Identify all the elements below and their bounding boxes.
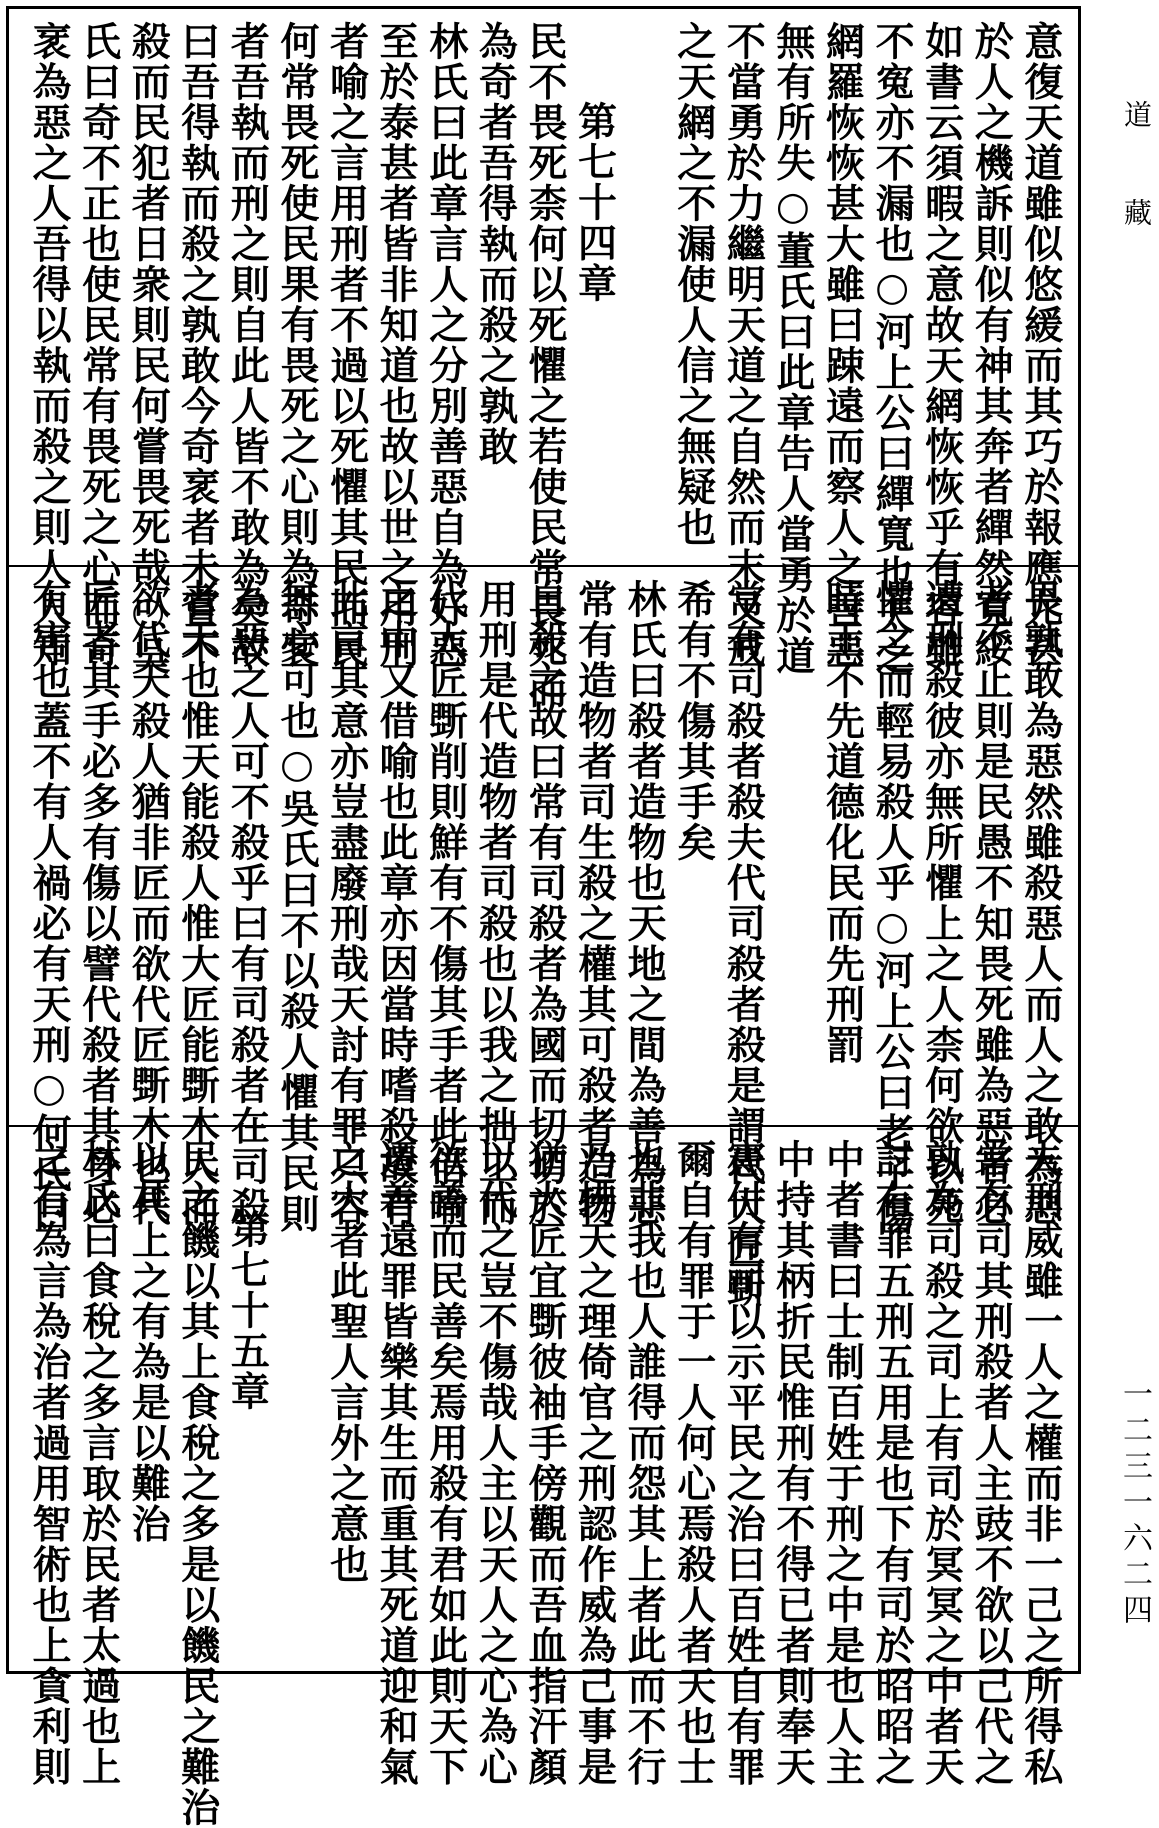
text-column: 無心可也○吳氏曰不以殺人懼其民則 (273, 579, 320, 1234)
text-panel-upper (9, 9, 1078, 710)
text-column: 有害也蓋不有人禍必有天刑○何氏曰 (26, 579, 72, 1234)
text-column: 殺而民犯者日衆則民何嘗畏死哉○吳 (125, 21, 172, 676)
text-column: 以其上之有為是以難治 (125, 1139, 172, 1544)
text-column: 曰吾得執而殺之孰敢今奇衺者未嘗不 (174, 21, 221, 669)
collection-title: 道藏 (1120, 100, 1153, 296)
text-column: 如書云須暇之意故天網恢恢乎有容雖 (918, 21, 965, 669)
text-column: 者不止則是民愚不知畏死雖為惡者必 (968, 579, 1015, 1227)
text-column: 民不畏死柰何以死懼之若使民常畏死而 (521, 21, 568, 710)
text-column: 為奇者吾得執而殺之孰敢 (472, 21, 519, 467)
text-column: 之大者此聖人言外之意也 (323, 1139, 370, 1585)
text-column: 用刑是代造物者司殺也以我之拙工而 (472, 579, 519, 1227)
text-column: 孰為司殺之司上有司於冥冥之中者天 (918, 1139, 965, 1787)
text-column: 林氏曰食稅之多言取於民者太過也上 (75, 1139, 122, 1787)
text-column: 為惡之人可不殺乎曰有司殺者在司殺 (224, 579, 271, 1227)
text-column: 之天網之不漏使人信之無疑也 (670, 21, 717, 548)
text-column: 者天也惟天能殺人惟大匠能斲木人而 (174, 579, 221, 1227)
text-column: 爾自有罪于一人何心焉殺人者天也士 (670, 1139, 717, 1787)
text-panel-middle (9, 567, 1078, 1308)
text-column: 時王不先道德化民而先刑罰 (819, 579, 866, 1065)
text-column: 常有造物者司生殺之權其可殺者造物 (571, 579, 618, 1227)
text-column: 此言其意亦豈盡廢刑哉天討有罪只容 (323, 579, 370, 1227)
text-column: 不當勇於力繼明天道之自然而末又戒 (720, 21, 767, 669)
text-column: 者喻之言用刑者不過以死懼其民而民 (323, 21, 370, 669)
text-column: 夫刑威雖一人之權而非一己之所得私 (1017, 1139, 1064, 1787)
chapter-heading: 第七十五章 (224, 1209, 271, 1412)
text-column: 也非我也人誰得而怨其上者此而不行 (621, 1139, 668, 1787)
text-column: 乃拂天之理倚官之刑認作威為己事是 (571, 1139, 618, 1787)
text-column: 討有罪五刑五用是也下有司於昭昭之 (869, 1139, 916, 1787)
text-column: 遷善遠罪皆樂其生而重其死道迎和氣 (373, 1139, 420, 1787)
text-column: 匠者其手必多有傷以譬代殺者其身必 (75, 579, 122, 1227)
text-column: 氏曰奇不正也使民常有畏死之心而奇 (75, 21, 122, 669)
text-column: 衺為惡之人吾得以執而殺之則人人知 (26, 21, 72, 669)
text-column: 之中又借喻也此章亦因當時嗜殺故有 (373, 579, 420, 1227)
text-column: 何常畏死使民果有畏死之心則為奇衺 (273, 21, 320, 669)
text-column: 中者書曰士制百姓于刑之中是也人主 (819, 1139, 866, 1787)
text-column: 遭刑殺彼亦無所懼上之人柰何欲以死 (918, 579, 965, 1227)
text-columns (26, 579, 1064, 1308)
text-column: 以代之豈不傷哉人主以天人之心為心 (472, 1139, 519, 1787)
text-panel-lower (9, 1127, 1078, 1828)
text-column: 欲善而民善矣焉用殺有君如此則天下 (422, 1139, 469, 1787)
text-column: 常有司其刑殺者人主豉不欲以己代之 (968, 1139, 1015, 1787)
text-column: 畏孰敢為惡然雖殺惡人而人之敢為惡 (1017, 579, 1064, 1227)
text-column: 民之饑以其上食稅之多是以饑民之難治 (174, 1139, 221, 1828)
text-column: 希有不傷其手矣 (670, 579, 717, 863)
text-column: 欲代天殺人猶非匠而欲代匠斲木也代 (125, 579, 172, 1227)
text-column: 憲付有司以示平民之治曰百姓自有罪 (720, 1139, 767, 1787)
page-frame (6, 6, 1081, 1828)
text-column: 於人之機訴則似有神其奔者繟然寬綏 (968, 21, 1015, 669)
text-column: 懼之而輕易殺人乎○河上公曰老子傷 (869, 579, 916, 1234)
text-column: 常有司殺者殺夫代司殺者殺是謂代大匠斲 (720, 579, 767, 1308)
page-number: 一二三一六二四 (1117, 1378, 1152, 1630)
text-column: 中持其柄折民惟刑有不得已者則奉天 (769, 1139, 816, 1787)
text-column: 代大匠斲削則鮮有不傷其手者此借喻 (422, 579, 469, 1227)
text-columns (26, 21, 1064, 710)
chapter-heading: 第七十四章 (571, 101, 618, 304)
text-column: 猶大匠宜斲彼袖手傍觀而吾血指汗顏 (521, 1139, 568, 1787)
text-column: 網羅恢恢甚大雖曰踈遠而察人之善惡 (819, 21, 866, 669)
text-column: 至於泰甚者皆非知道也故以世之用刑 (373, 21, 420, 669)
text-column: 無有所失○董氏曰此章告人當勇於道 (769, 21, 816, 676)
text-column: 林氏曰殺者造物也天地之間為善為惡 (621, 579, 668, 1227)
text-column: 不寃亦不漏也○河上公曰繟寬也天之 (869, 21, 916, 676)
text-column: 意復天道雖似悠緩而其巧於報應尤甚 (1017, 21, 1064, 669)
text-column: 林氏曰此章言人之分別善惡自為好惡 (422, 21, 469, 669)
text-column: 者吾執而刑之則自此人皆不敢為矣故 (224, 21, 271, 669)
text-column: 之有為言為治者過用智術也上貪利則 (26, 1139, 72, 1787)
text-column: 自殺之故曰常有司殺者為國而切切於 (521, 579, 568, 1227)
text-columns (26, 1139, 1064, 1828)
